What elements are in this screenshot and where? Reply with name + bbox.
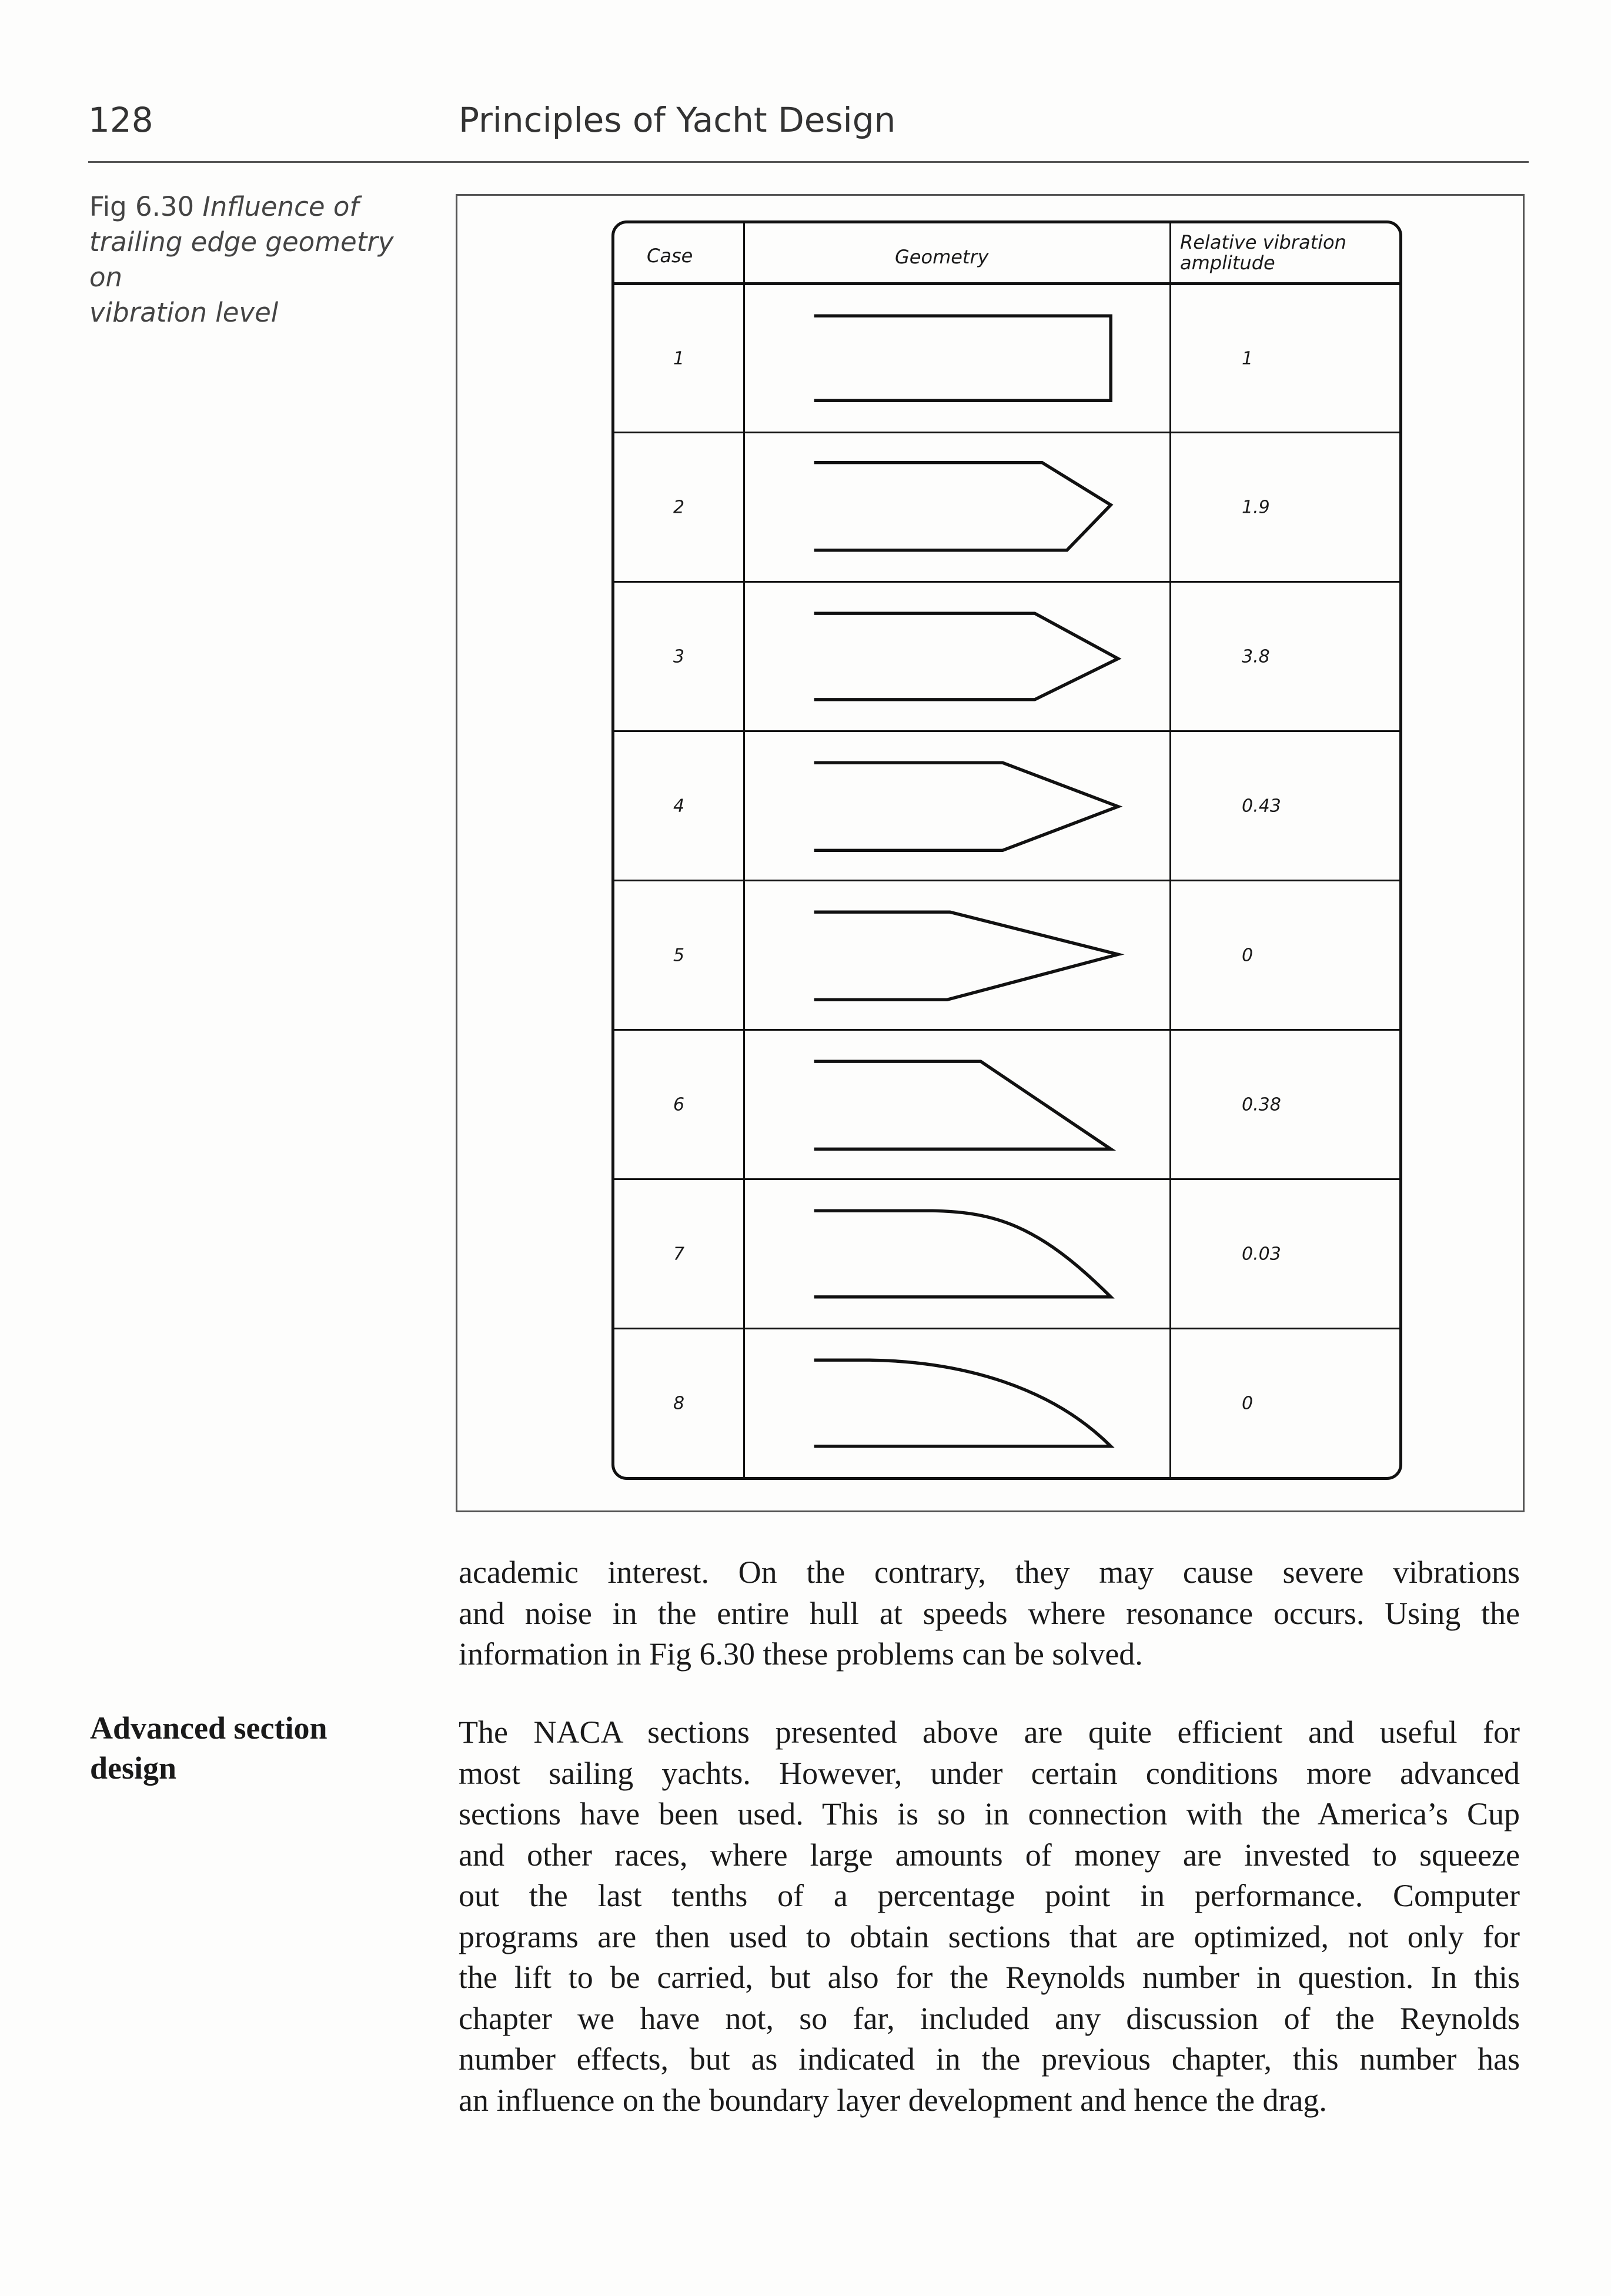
case-number: 2 [673, 497, 685, 517]
vibration-amplitude: 0.38 [1242, 1094, 1281, 1115]
text-line: academic interest. On the contrary, they may cause severe vibrations [459, 1555, 1520, 1590]
text-line: and noise in the entire hull at speeds where resonance occurs. Using the [459, 1595, 1520, 1631]
text-line: sections have been used. This is so in connection with the America’s Cup [459, 1796, 1520, 1832]
text-line: The NACA sections presented above are quite efficient and useful for [459, 1715, 1520, 1750]
case-number: 7 [673, 1244, 685, 1264]
header-amplitude-1: Relative vibration [1180, 231, 1346, 253]
trailing-edge-geometry-square [745, 285, 1171, 433]
text-line: number effects, but as indicated in the previous chapter, this number has [459, 2041, 1520, 2077]
text-line: and other races, where large amounts of money are invested to squeeze [459, 1837, 1520, 1873]
section-heading-line: Advanced section [90, 1710, 327, 1746]
trailing-edge-table [611, 220, 1402, 1480]
text-line: the lift to be carried, but also for the Reynolds number in question. In this [459, 1960, 1520, 1995]
figure-caption [89, 189, 419, 330]
caption-text-2: trailing edge geometry on [89, 226, 394, 293]
text-line: most sailing yachts. However, under certain conditions more advanced [459, 1755, 1520, 1791]
text-line: chapter we have not, so far, included any discussion of the Reynolds [459, 2000, 1520, 2036]
trailing-edge-geometry-long-curved-bevel [745, 1329, 1171, 1477]
table-row [614, 432, 1399, 581]
vibration-amplitude: 0 [1242, 1393, 1254, 1413]
table-row [614, 1178, 1399, 1328]
vibration-amplitude: 1 [1242, 348, 1254, 369]
paragraph-1 [459, 1552, 1520, 1675]
running-title: Principles of Yacht Design [459, 100, 896, 140]
table-row [614, 1029, 1399, 1178]
trailing-edge-geometry-one-sided-bevel [745, 1031, 1171, 1178]
header-geometry: Geometry [895, 246, 989, 268]
case-number: 3 [673, 646, 685, 667]
vibration-amplitude: 1.9 [1242, 497, 1270, 517]
trailing-edge-geometry-blunt-bevel [745, 433, 1171, 581]
section-heading-line: design [90, 1750, 177, 1786]
header-amplitude-2: amplitude [1180, 252, 1275, 274]
table-header [614, 223, 1399, 282]
paragraph-2 [459, 1712, 1520, 2121]
text-line: programs are then used to obtain sections that are optimized, not only for [459, 1919, 1520, 1954]
table-row [614, 282, 1399, 432]
caption-text-1: Influence of [202, 191, 359, 222]
vibration-amplitude: 0.03 [1242, 1244, 1281, 1264]
figure-label: Fig 6.30 [89, 191, 195, 222]
trailing-edge-geometry-short-curved-bevel [745, 1180, 1171, 1328]
section-heading [90, 1708, 372, 1788]
trailing-edge-geometry-long-wedge [745, 881, 1171, 1029]
text-line: an influence on the boundary layer development and hence the drag. [459, 2082, 1327, 2118]
caption-text-3: vibration level [89, 297, 279, 328]
case-number: 8 [673, 1393, 685, 1413]
text-line: information in Fig 6.30 these problems can be solved. [459, 1636, 1143, 1672]
vibration-amplitude: 3.8 [1242, 646, 1270, 667]
text-line: out the last tenths of a percentage point in performance. Computer [459, 1878, 1520, 1913]
page-number: 128 [88, 100, 153, 140]
case-number: 4 [673, 796, 685, 816]
table-row [614, 581, 1399, 730]
case-number: 5 [673, 945, 685, 965]
case-number: 1 [673, 348, 685, 369]
trailing-edge-geometry-short-wedge [745, 583, 1171, 730]
table-row [614, 880, 1399, 1029]
header-case: Case [647, 245, 693, 267]
table-row [614, 1328, 1399, 1477]
trailing-edge-geometry-medium-wedge [745, 732, 1171, 880]
table-row [614, 730, 1399, 880]
vibration-amplitude: 0 [1242, 945, 1254, 965]
header-rule [88, 161, 1529, 163]
vibration-amplitude: 0.43 [1242, 796, 1281, 816]
case-number: 6 [673, 1094, 685, 1115]
